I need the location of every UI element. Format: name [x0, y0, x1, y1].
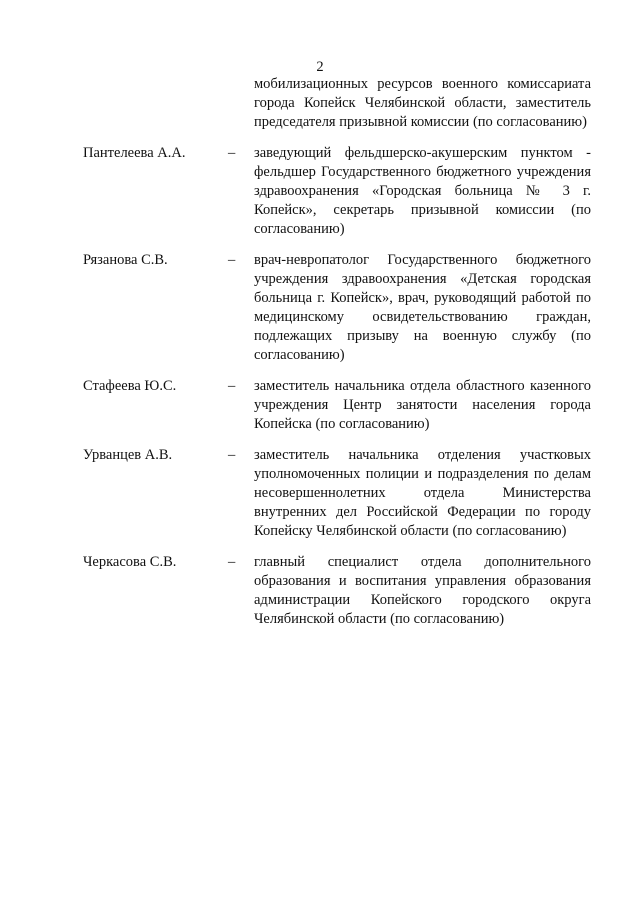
member-entry	[0, 446, 640, 541]
member-entry	[0, 377, 640, 434]
member-description: заместитель начальника отдела областного казенного учреждения Центр занятости населения города Копейска (по согласованию)	[254, 378, 591, 432]
page-number: 2	[316, 59, 324, 75]
member-dash: –	[228, 447, 236, 463]
member-dash: –	[228, 145, 236, 161]
member-name: Стафеева Ю.С.	[83, 378, 177, 394]
member-dash: –	[228, 554, 236, 570]
member-dash: –	[228, 252, 236, 268]
member-entry	[0, 144, 640, 239]
member-dash: –	[228, 378, 236, 394]
member-entry	[0, 251, 640, 365]
member-name: Пантелеева А.А.	[83, 145, 186, 161]
member-description: заместитель начальника отделения участковых уполномоченных полиции и подразделения по делам несовершеннолетних отдела Министерства внутренних дел Российской Федерации по городу Копейску Челябинской области (по согласованию)	[254, 447, 591, 539]
member-name: Рязанова С.В.	[83, 252, 168, 268]
member-name: Черкасова С.В.	[83, 554, 177, 570]
commission-members-list	[0, 75, 640, 629]
continuation-description: мобилизационных ресурсов военного комиссариата города Копейск Челябинской области, заместитель председателя призывной комиссии (по согласованию)	[254, 76, 591, 130]
member-entry	[0, 553, 640, 629]
member-description: главный специалист отдела дополнительного образования и воспитания управления образования администрации Копейского городского округа Челябинской области (по согласованию)	[254, 554, 591, 627]
member-description: заведующий фельдшерско-акушерским пунктом - фельдшер Государственного бюджетного учреждения здравоохранения «Городская больница № 3 г. Копейск», секретарь призывной комиссии (по согласованию)	[254, 145, 591, 237]
continuation-entry	[0, 75, 640, 132]
member-name: Урванцев А.В.	[83, 447, 173, 463]
member-description: врач-невропатолог Государственного бюджетного учреждения здравоохранения «Детская городская больница г. Копейск», врач, руководящий работой по медицинскому освидетельствованию граждан, подлежащих призыву на военную службу (по согласованию)	[254, 252, 591, 363]
